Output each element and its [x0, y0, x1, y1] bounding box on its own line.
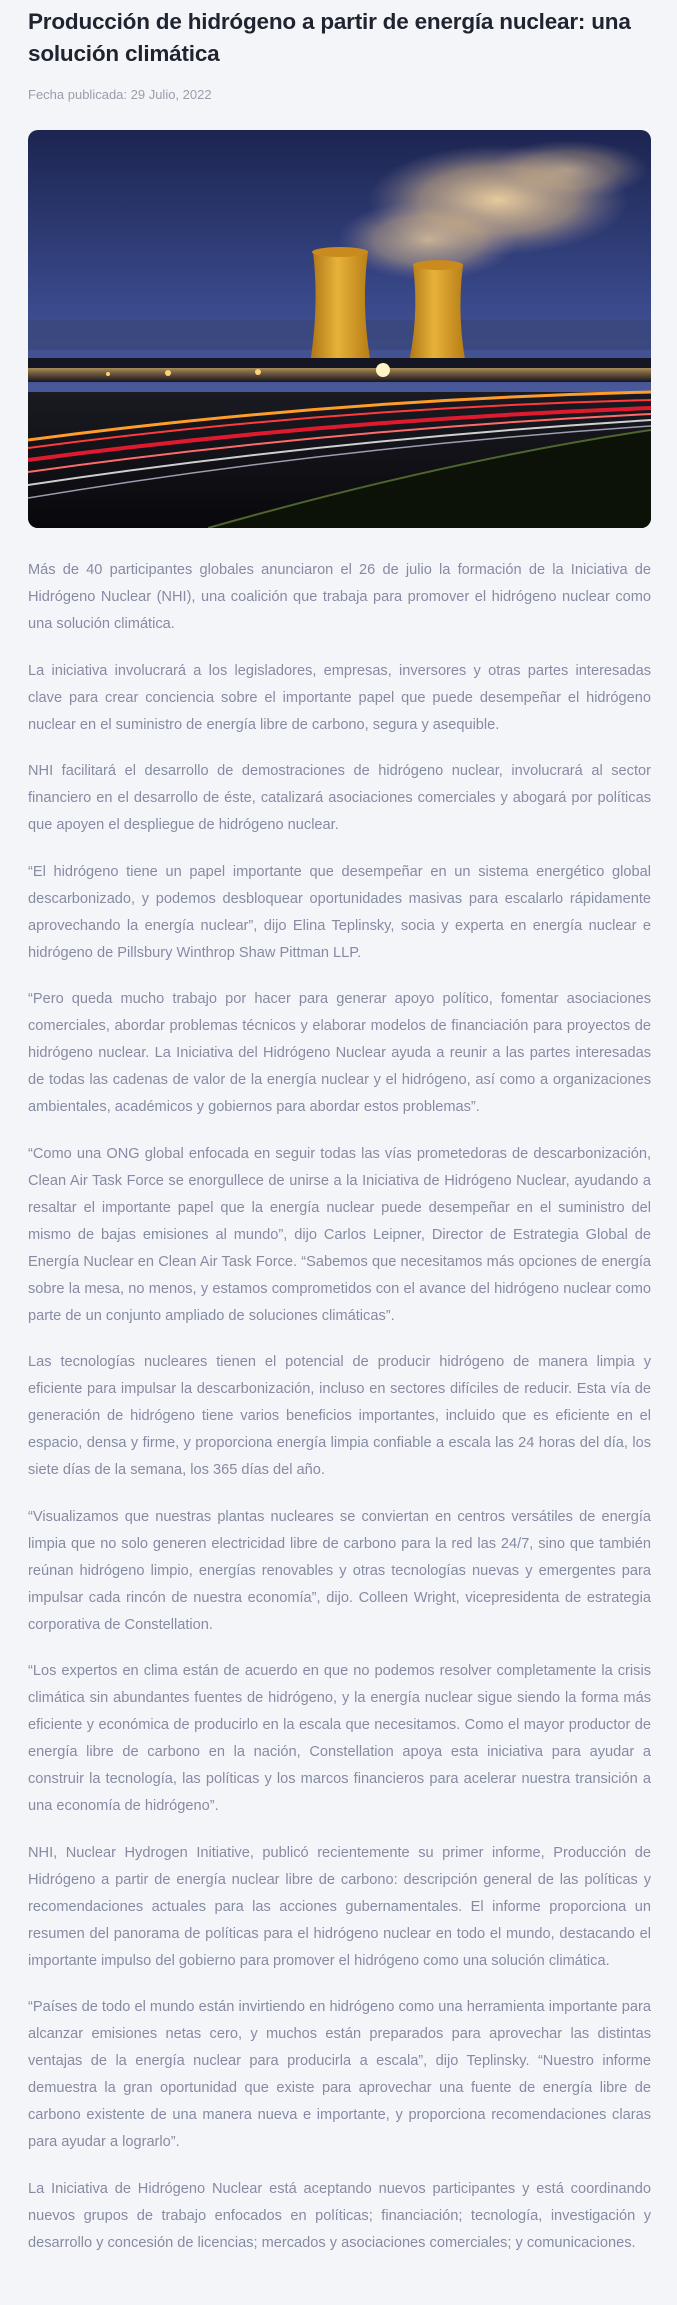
publish-date: Fecha publicada: 29 Julio, 2022: [28, 87, 212, 102]
paragraph: Las tecnologías nucleares tienen el potencial de producir hidrógeno de manera limpia y eficiente para impulsar la descarbonización, incluso en sectores difíciles de reducir. Esta vía de generación de hidrógeno tiene varios beneficios importantes, incluido que es eficiente en el espacio, densa y firme, y proporciona energía limpia confiable a escala las 24 horas del día, los siete días de la semana, los 365 días del año.: [28, 1354, 651, 1478]
article: [28, 0, 651, 2257]
paragraph: “Visualizamos que nuestras plantas nucleares se conviertan en centros versátiles de energía limpia que no solo generen electricidad libre de carbono para la red las 24/7, sino que también reúnan hidrógeno limpio, energías renovables y otras tecnologías nuevas y emergentes para impulsar cada rincón de nuestra economía”, dijo. Colleen Wright, vicepresidenta de estrategia corporativa de Constellation.: [28, 1508, 651, 1633]
paragraph: “Como una ONG global enfocada en seguir todas las vías prometedoras de descarbonización, Clean Air Task Force se enorgullece de unirse a la Iniciativa de Hidrógeno Nuclear, ayudando a resaltar el importante papel que la energía nuclear puede desempeñar en el suministro del mismo de bajas emisiones al mundo”, dijo Carlos Leipner, Director de Estrategia Global de Energía Nuclear en Clean Air Task Force. “Sabemos que necesitamos más opciones de energía sobre la mesa, no menos, y estamos comprometidos con el avance del hidrógeno nuclear como parte de un conjunto ampliado de soluciones climáticas”.: [28, 1145, 651, 1324]
hero-image: [28, 130, 651, 528]
article-title: Producción de hidrógeno a partir de energía nuclear: una solución climática: [28, 9, 631, 66]
paragraph: NHI facilitará el desarrollo de demostraciones de hidrógeno nuclear, involucrará al sector financiero en el desarrollo de éste, catalizará asociaciones comerciales y abogará por políticas que apoyen el despliegue de hidrógeno nuclear.: [28, 763, 651, 833]
paragraph: “Países de todo el mundo están invirtiendo en hidrógeno como una herramienta importante para alcanzar emisiones netas cero, y muchos están preparados para aprovechar las distintas ventajas de la energía nuclear para producirla a escala”, dijo Teplinsky. “Nuestro informe demuestra la gran oportunidad que existe para aprovechar una fuente de energía libre de carbono existente de una manera nueva e importante, y proporciona recomendaciones claras para ayudar a lograrlo”.: [28, 1999, 651, 2150]
article-body: [28, 557, 651, 2257]
paragraph: La iniciativa involucrará a los legisladores, empresas, inversores y otras partes interesadas clave para crear conciencia sobre el importante papel que puede desempeñar el hidrógeno nuclear en el suministro de energía libre de carbono, segura y asequible.: [28, 662, 651, 733]
paragraph: “El hidrógeno tiene un papel importante que desempeñar en un sistema energético global descarbonizado, y podemos desbloquear oportunidades masivas para escalarlo rápidamente aprovechando la energía nuclear”, dijo Elina Teplinsky, socia y experta en energía nuclear e hidrógeno de Pillsbury Winthrop Shaw Pittman LLP.: [28, 863, 651, 961]
paragraph: “Los expertos en clima están de acuerdo en que no podemos resolver completamente la crisis climática sin abundantes fuentes de hidrógeno, y la energía nuclear sigue siendo la forma más eficiente y económica de producirlo en la escala que necesitamos. Como el mayor productor de energía libre de carbono en la nación, Constellation apoya esta iniciativa para ayudar a construir la tecnología, las políticas y los marcos financieros para acelerar nuestra transición a una economía de hidrógeno”.: [28, 1663, 651, 1814]
paragraph: NHI, Nuclear Hydrogen Initiative, publicó recientemente su primer informe, Producción de Hidrógeno a partir de energía nuclear libre de carbono: descripción general de las políticas y recomendaciones actuales para las acciones gubernamentales. El informe proporciona un resumen del panorama de políticas para el hidrógeno nuclear en todo el mundo, destacando el importante impulso del gobierno para promover el hidrógeno como una solución climática.: [28, 1844, 651, 1969]
paragraph: Más de 40 participantes globales anunciaron el 26 de julio la formación de la Iniciativa de Hidrógeno Nuclear (NHI), una coalición que trabaja para promover el hidrógeno nuclear como una solución climática.: [28, 562, 651, 632]
paragraph: La Iniciativa de Hidrógeno Nuclear está aceptando nuevos participantes y está coordinando nuevos grupos de trabajo enfocados en políticas; financiación; tecnología, investigación y desarrollo y concesión de licencias; mercados y asociaciones comerciales; y comunicaciones.: [28, 2180, 651, 2251]
paragraph: “Pero queda mucho trabajo por hacer para generar apoyo político, fomentar asociaciones comerciales, abordar problemas técnicos y elaborar modelos de financiación para proyectos de hidrógeno nuclear. La Iniciativa del Hidrógeno Nuclear ayuda a reunir a las partes interesadas de todas las cadenas de valor de la energía nuclear y el hidrógeno, así como a organizaciones ambientales, académicos y gobiernos para abordar estos problemas”.: [28, 991, 651, 1115]
